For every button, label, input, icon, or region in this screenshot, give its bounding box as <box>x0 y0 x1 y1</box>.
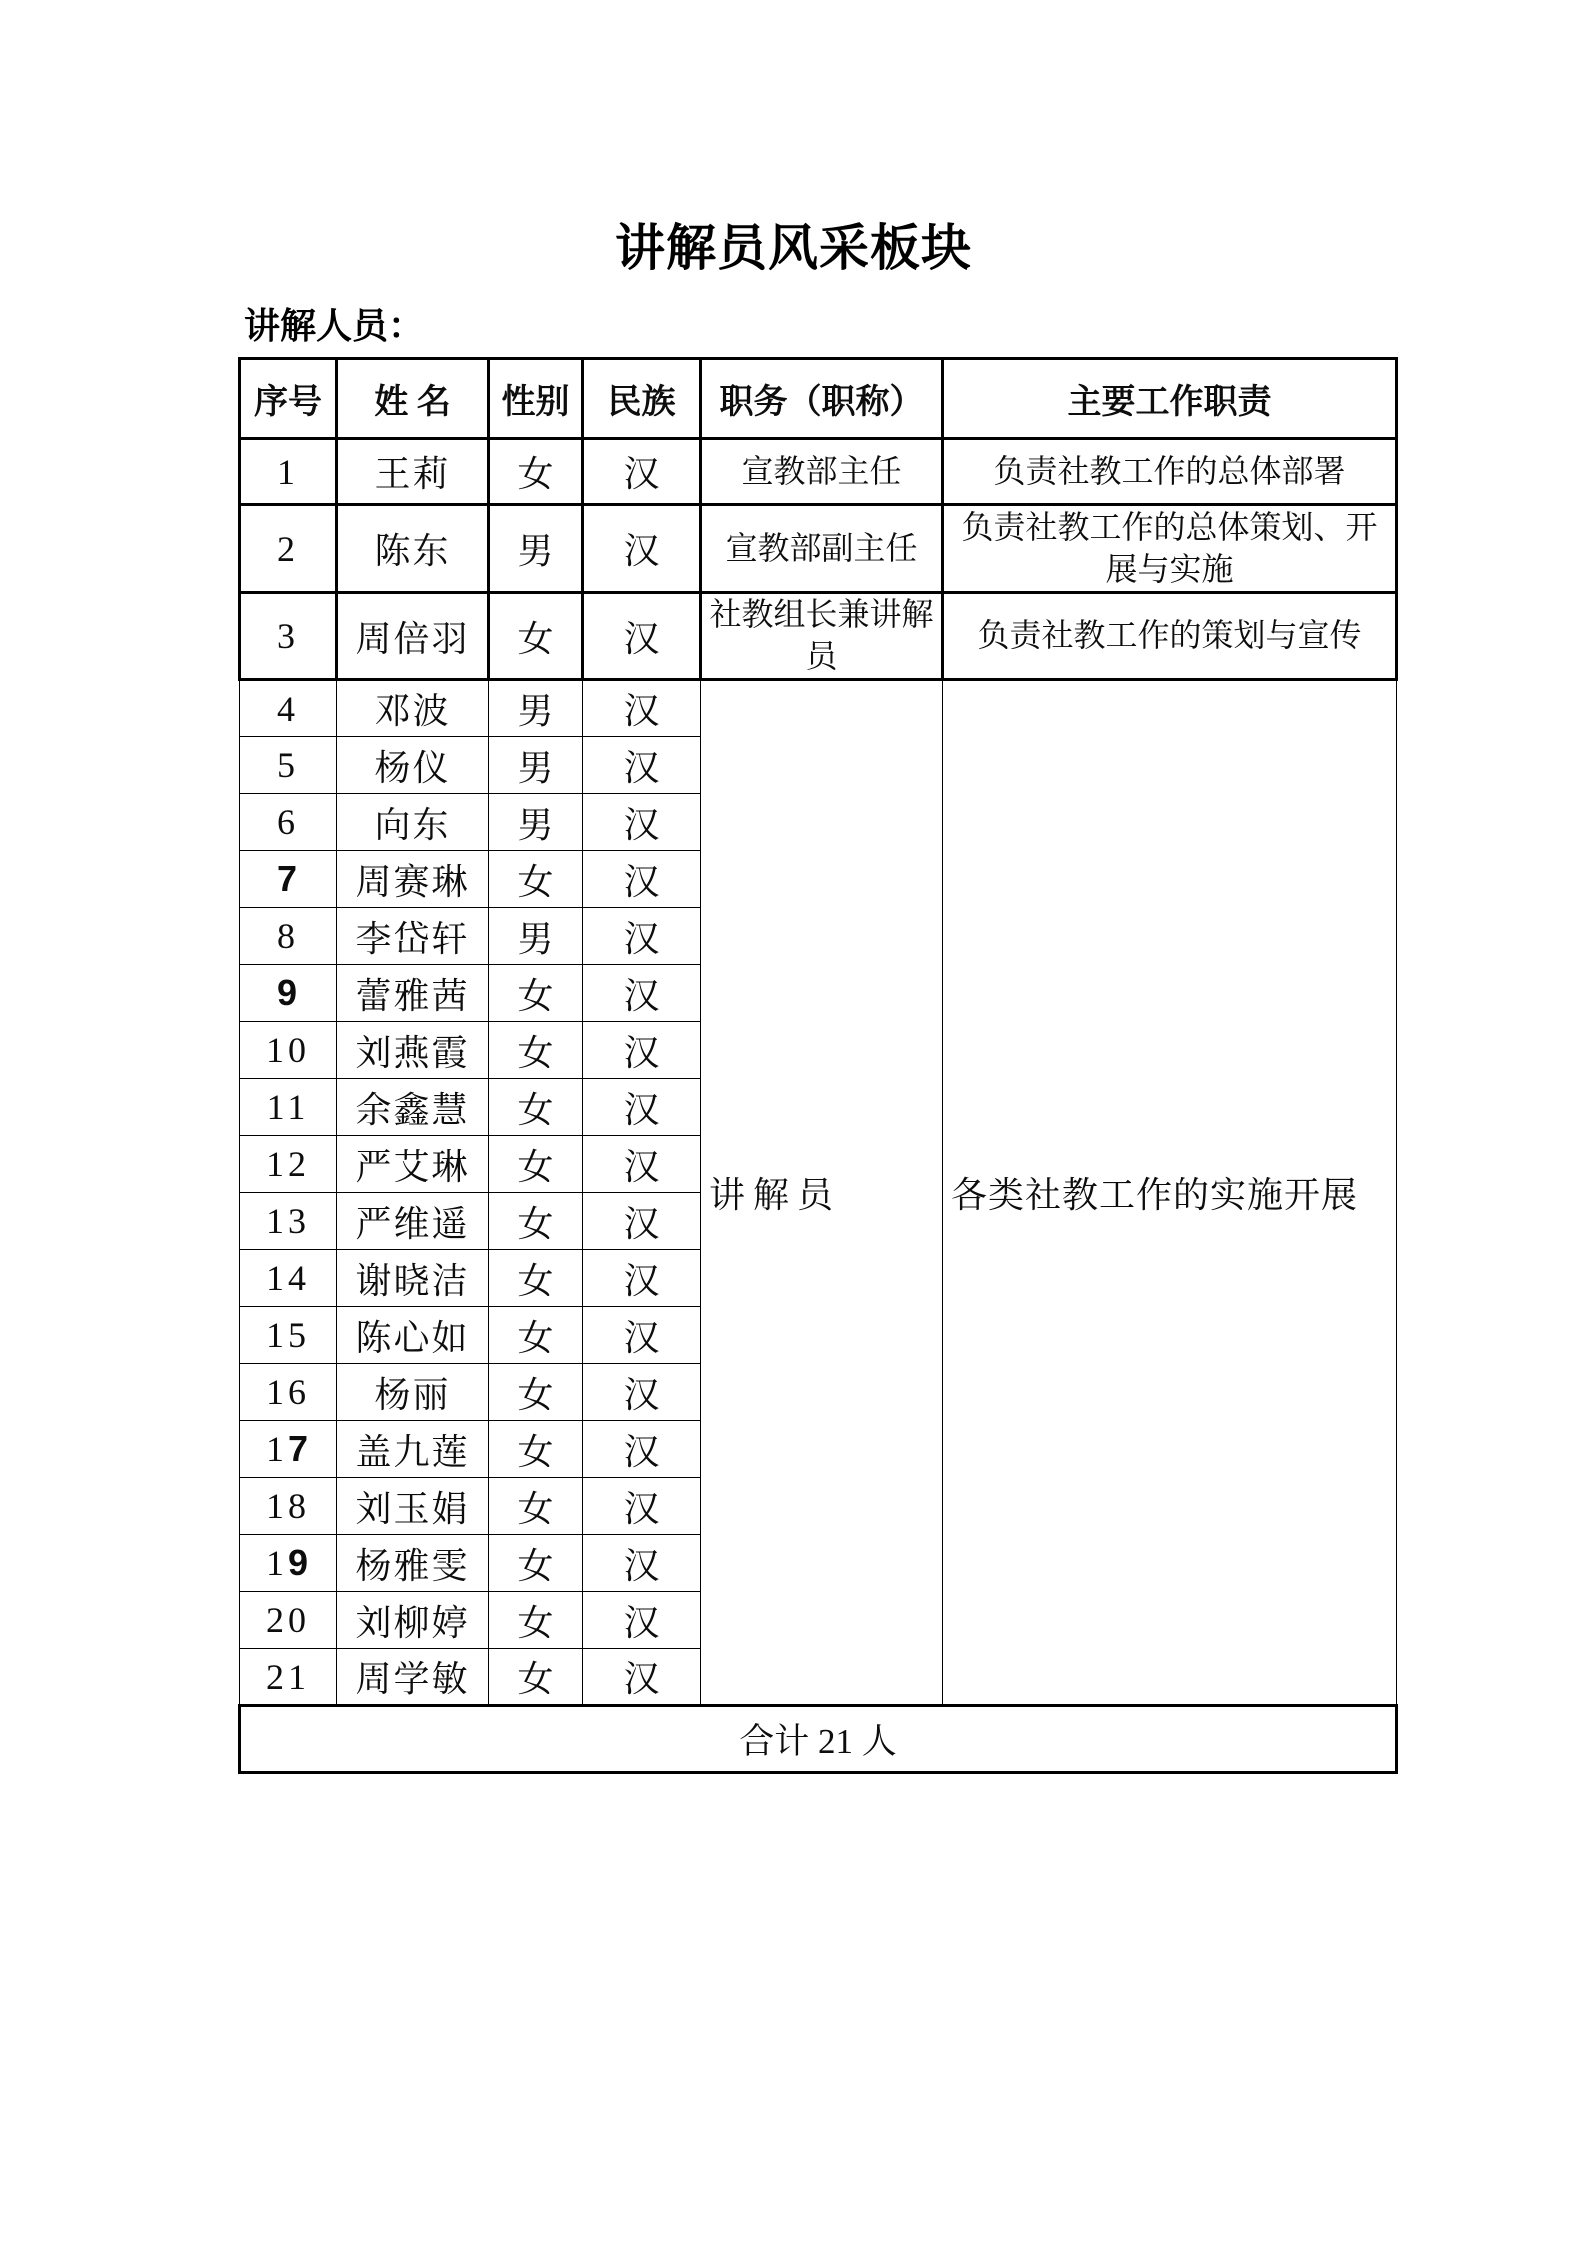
cell-ethnicity: 汉 <box>583 965 701 1022</box>
cell-ethnicity: 汉 <box>583 1250 701 1307</box>
cell-gender: 女 <box>489 1022 583 1079</box>
cell-ethnicity: 汉 <box>583 1307 701 1364</box>
cell-name: 余鑫慧 <box>337 1079 489 1136</box>
cell-name: 周赛琳 <box>337 851 489 908</box>
cell-gender: 女 <box>489 1079 583 1136</box>
cell-no: 3 <box>240 593 337 680</box>
cell-name: 杨仪 <box>337 737 489 794</box>
cell-ethnicity: 汉 <box>583 1022 701 1079</box>
cell-position: 社教组长兼讲解员 <box>701 593 943 680</box>
cell-position: 宣教部主任 <box>701 439 943 505</box>
cell-position: 宣教部副主任 <box>701 505 943 593</box>
cell-no: 21 <box>240 1649 337 1706</box>
total-count-cell: 合计 21 人 <box>240 1706 1397 1773</box>
cell-duty: 负责社教工作的总体策划、开展与实施 <box>943 505 1397 593</box>
cell-no: 5 <box>240 737 337 794</box>
cell-ethnicity: 汉 <box>583 1136 701 1193</box>
cell-no: 4 <box>240 680 337 737</box>
cell-gender: 女 <box>489 1592 583 1649</box>
leadership-rows <box>240 439 1397 680</box>
cell-ethnicity: 汉 <box>583 908 701 965</box>
cell-name: 刘玉娟 <box>337 1478 489 1535</box>
cell-ethnicity: 汉 <box>583 680 701 737</box>
cell-gender: 女 <box>489 965 583 1022</box>
presenter-rows <box>240 680 1397 1706</box>
col-header-position: 职务（职称） <box>701 359 943 439</box>
cell-ethnicity: 汉 <box>583 794 701 851</box>
cell-ethnicity: 汉 <box>583 1478 701 1535</box>
cell-gender: 女 <box>489 439 583 505</box>
cell-no: 19 <box>240 1535 337 1592</box>
cell-no: 13 <box>240 1193 337 1250</box>
cell-name: 陈心如 <box>337 1307 489 1364</box>
cell-ethnicity: 汉 <box>583 1592 701 1649</box>
cell-ethnicity: 汉 <box>583 505 701 593</box>
cell-ethnicity: 汉 <box>583 1079 701 1136</box>
cell-name: 李岱轩 <box>337 908 489 965</box>
cell-no: 11 <box>240 1079 337 1136</box>
cell-name: 杨丽 <box>337 1364 489 1421</box>
cell-gender: 女 <box>489 1136 583 1193</box>
cell-no: 18 <box>240 1478 337 1535</box>
cell-no: 14 <box>240 1250 337 1307</box>
cell-gender: 女 <box>489 1421 583 1478</box>
table-row <box>240 439 1397 505</box>
cell-gender: 女 <box>489 1478 583 1535</box>
cell-ethnicity: 汉 <box>583 593 701 680</box>
cell-no: 17 <box>240 1421 337 1478</box>
col-header-no: 序号 <box>240 359 337 439</box>
cell-no: 12 <box>240 1136 337 1193</box>
cell-name: 严艾琳 <box>337 1136 489 1193</box>
header-row <box>240 359 1397 439</box>
cell-no: 1 <box>240 439 337 505</box>
cell-gender: 男 <box>489 908 583 965</box>
cell-name: 邓波 <box>337 680 489 737</box>
cell-group-position: 讲解员 <box>701 680 943 1706</box>
cell-ethnicity: 汉 <box>583 851 701 908</box>
cell-gender: 女 <box>489 1535 583 1592</box>
table-row <box>240 680 1397 737</box>
cell-no: 20 <box>240 1592 337 1649</box>
cell-no: 2 <box>240 505 337 593</box>
table-row <box>240 505 1397 593</box>
col-header-gender: 性别 <box>489 359 583 439</box>
cell-ethnicity: 汉 <box>583 1193 701 1250</box>
table-header <box>240 359 1397 439</box>
col-header-duty: 主要工作职责 <box>943 359 1397 439</box>
cell-no: 8 <box>240 908 337 965</box>
cell-ethnicity: 汉 <box>583 1364 701 1421</box>
page-title: 讲解员风采板块 <box>615 220 972 276</box>
cell-duty: 负责社教工作的策划与宣传 <box>943 593 1397 680</box>
cell-gender: 女 <box>489 1193 583 1250</box>
cell-gender: 女 <box>489 1307 583 1364</box>
cell-duty: 负责社教工作的总体部署 <box>943 439 1397 505</box>
cell-ethnicity: 汉 <box>583 1421 701 1478</box>
cell-name: 陈东 <box>337 505 489 593</box>
cell-name: 王莉 <box>337 439 489 505</box>
cell-no: 10 <box>240 1022 337 1079</box>
cell-name: 严维遥 <box>337 1193 489 1250</box>
table-row <box>240 593 1397 680</box>
cell-gender: 女 <box>489 1364 583 1421</box>
cell-no: 15 <box>240 1307 337 1364</box>
cell-gender: 女 <box>489 1649 583 1706</box>
cell-name: 蕾雅茜 <box>337 965 489 1022</box>
cell-name: 向东 <box>337 794 489 851</box>
cell-group-duty: 各类社教工作的实施开展 <box>943 680 1397 1706</box>
cell-name: 杨雅雯 <box>337 1535 489 1592</box>
cell-name: 盖九莲 <box>337 1421 489 1478</box>
cell-gender: 女 <box>489 593 583 680</box>
cell-ethnicity: 汉 <box>583 737 701 794</box>
cell-no: 7 <box>240 851 337 908</box>
staff-table <box>238 357 1398 1774</box>
cell-ethnicity: 汉 <box>583 439 701 505</box>
cell-ethnicity: 汉 <box>583 1649 701 1706</box>
cell-no: 9 <box>240 965 337 1022</box>
cell-name: 周学敏 <box>337 1649 489 1706</box>
cell-ethnicity: 汉 <box>583 1535 701 1592</box>
cell-gender: 男 <box>489 680 583 737</box>
cell-gender: 男 <box>489 737 583 794</box>
cell-no: 16 <box>240 1364 337 1421</box>
cell-name: 刘燕霞 <box>337 1022 489 1079</box>
cell-name: 刘柳婷 <box>337 1592 489 1649</box>
col-header-ethnicity: 民族 <box>583 359 701 439</box>
col-header-name: 姓 名 <box>337 359 489 439</box>
table-footer <box>240 1706 1397 1773</box>
cell-no: 6 <box>240 794 337 851</box>
total-row <box>240 1706 1397 1773</box>
cell-gender: 女 <box>489 851 583 908</box>
cell-gender: 男 <box>489 505 583 593</box>
cell-name: 周倍羽 <box>337 593 489 680</box>
section-heading: 讲解人员： <box>244 306 425 346</box>
cell-gender: 男 <box>489 794 583 851</box>
cell-name: 谢晓洁 <box>337 1250 489 1307</box>
cell-gender: 女 <box>489 1250 583 1307</box>
